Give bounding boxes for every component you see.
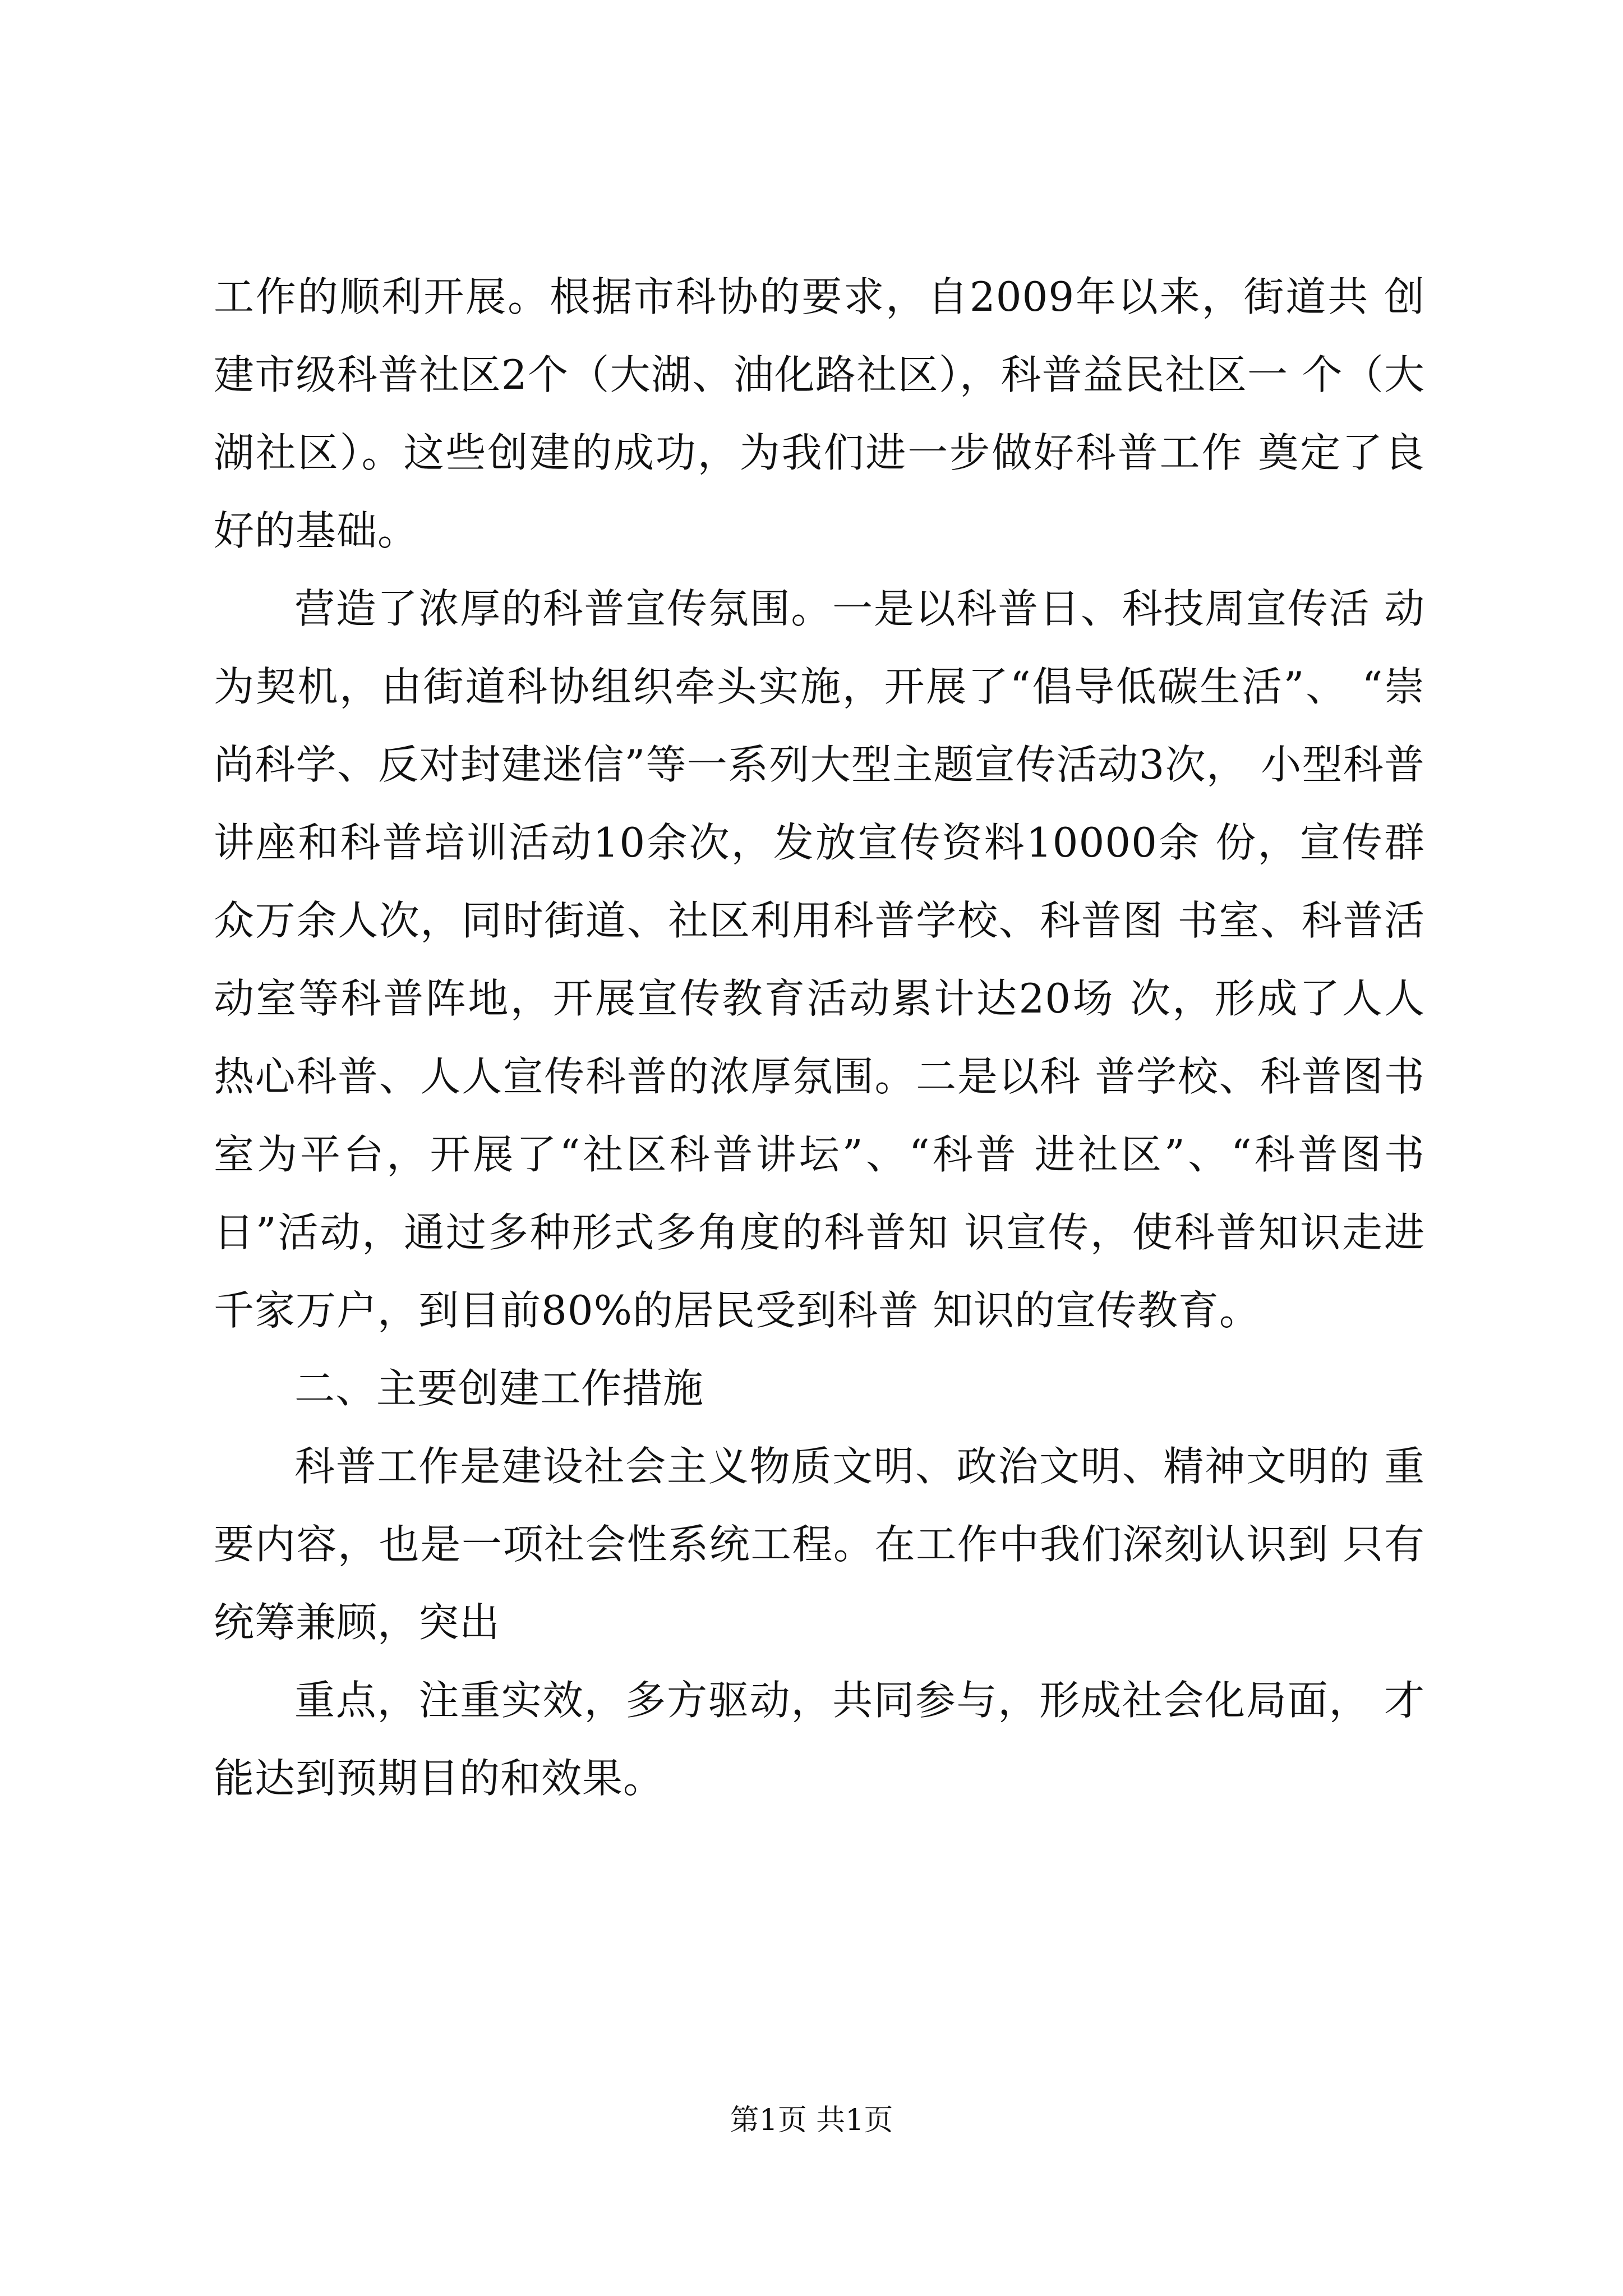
paragraph-2-line-2: 动为契机，由街道科协组织牵头实施，开展了“倡导低碳生活”、 (214, 585, 1425, 710)
paragraph-2 (214, 570, 1425, 1350)
paragraph-2-line-10: 识宣传，使科普知识走进千家万户，到目前80%的居民受到科普 (214, 1209, 1425, 1334)
paragraph-2-line-11: 知识的宣传教育。 (932, 1287, 1260, 1334)
paragraph-1-line-3: 个（大湖社区）。这些创建的成功，为我们进一步做好科普工作 (214, 351, 1425, 476)
paragraph-3-line-2: 重要内容，也是一项社会性系统工程。在工作中我们深刻认识到 (214, 1443, 1425, 1568)
paragraph-2-line-7: 次，形成了人人热心科普、人人宣传科普的浓厚氛围。二是以科 (214, 975, 1426, 1100)
paragraph-2-line-9: 进社区”、“科普图书日”活动，通过多种形式多角度的科普知 (214, 1131, 1425, 1256)
page-footer (0, 2102, 1623, 2138)
section-heading (214, 1350, 1425, 1428)
paragraph-1-line-2: 创建市级科普社区2个（大湖、油化路社区），科普益民社区一 (214, 273, 1425, 398)
paragraph-1-line-4: 奠定了良好的基础。 (214, 429, 1425, 554)
paragraph-4-line-2: 才能达到预期目的和效果。 (214, 1677, 1425, 1802)
paragraph-4 (214, 1662, 1425, 1818)
paragraph-3-line-3: 只有统筹兼顾，突出 (214, 1521, 1425, 1646)
section-heading-text: 二、主要创建工作措施 (294, 1365, 704, 1412)
paragraph-1-line-1: 工作的顺利开展。根据市科协的要求，自2009年以来，街道共 (214, 273, 1370, 320)
page-number-label: 第1页 共1页 (730, 2104, 893, 2137)
paragraph-3-line-1: 科普工作是建设社会主义物质文明、政治文明、精神文明的 (294, 1443, 1371, 1490)
document-body (214, 258, 1425, 1818)
paragraph-1 (214, 258, 1425, 570)
paragraph-2-line-5: 份，宣传群众万余人次，同时街道、社区利用科普学校、科普图 (214, 819, 1425, 944)
paragraph-3 (214, 1428, 1425, 1662)
paragraph-2-line-6: 书室、科普活动室等科普阵地，开展宣传教育活动累计达20场 (214, 897, 1425, 1022)
paragraph-2-line-3: “崇尚科学、反对封建迷信”等一系列大型主题宣传活动3次， (214, 663, 1426, 788)
paragraph-2-line-8: 普学校、科普图书室为平台，开展了“社区科普讲坛”、“科普 (214, 1053, 1425, 1178)
paragraph-2-line-4: 小型科普讲座和科普培训活动10余次，发放宣传资料10000余 (214, 741, 1425, 866)
paragraph-4-line-1: 重点，注重实效，多方驱动，共同参与，形成社会化局面， (294, 1677, 1371, 1724)
paragraph-2-line-1: 营造了浓厚的科普宣传氛围。一是以科普日、科技周宣传活 (294, 585, 1371, 632)
